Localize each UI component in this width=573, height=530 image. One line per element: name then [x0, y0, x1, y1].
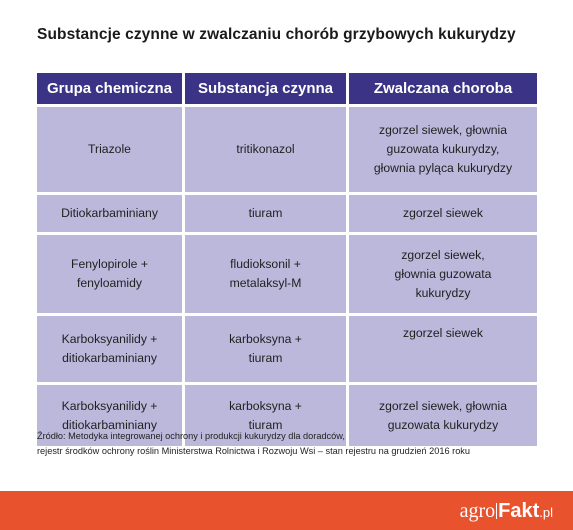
substances-table: [37, 73, 537, 446]
source-note: [37, 429, 470, 458]
cell-group: [37, 232, 182, 313]
cell-text: tritikonazol: [236, 142, 295, 156]
table-row: [37, 232, 537, 313]
cell-text: guzowata kukurydzy: [387, 417, 499, 432]
cell-text: guzowata kukurydzy,: [386, 142, 500, 156]
cell-substance: [182, 232, 346, 313]
cell-text: karboksyna +: [229, 332, 302, 346]
cell-disease: [346, 192, 537, 232]
cell-text: Karboksyanilidy +: [61, 398, 158, 413]
cell-text: tiuram: [248, 206, 283, 220]
logo-fakt-text: Fakt: [498, 500, 540, 522]
table-row: [37, 192, 537, 232]
cell-text: Fenylopirole +: [71, 257, 148, 271]
cell-substance: [182, 313, 346, 382]
table-header-row: [37, 73, 537, 104]
column-header-disease: Zwalczana choroba: [346, 73, 537, 104]
cell-group: [37, 192, 182, 232]
cell-text: zgorzel siewek: [403, 206, 483, 220]
cell-text: głownia pyląca kukurydzy: [373, 161, 513, 175]
cell-text: zgorzel siewek, głownia: [378, 398, 508, 413]
footer-bar: [0, 491, 573, 530]
cell-text: zgorzel siewek, głownia: [378, 123, 508, 137]
source-line: Źródło: Metodyka integrowanej ochrony i produkcji kukurydzy dla doradców,: [37, 431, 345, 441]
cell-group: [37, 313, 182, 382]
agrofakt-logo[interactable]: [460, 500, 553, 523]
cell-text: zgorzel siewek: [403, 326, 483, 340]
cell-text: Triazole: [88, 142, 131, 156]
cell-text: tiuram: [248, 417, 283, 432]
cell-text: fludioksonil +: [230, 257, 301, 271]
column-header-substance: Substancja czynna: [182, 73, 346, 104]
page-title: Substancje czynne w zwalczaniu chorób grzybowych kukurydzy: [37, 26, 516, 43]
cell-disease: [346, 104, 537, 192]
cell-text: kukurydzy: [415, 285, 471, 300]
source-line: rejestr środków ochrony roślin Ministerstwa Rolnictwa i Rozwoju Wsi – stan rejestru na grudzień 2016 roku: [37, 445, 471, 456]
logo-pl-text: .pl: [539, 505, 553, 520]
cell-disease: [346, 313, 537, 382]
cell-text: głownia guzowata: [394, 266, 492, 281]
cell-substance: [182, 104, 346, 192]
cell-text: zgorzel siewek,: [401, 247, 485, 262]
cell-text: metalaksyl-M: [229, 276, 302, 290]
table-row: [37, 313, 537, 382]
cell-text: ditiokarbaminiany: [62, 351, 157, 365]
logo-separator: [496, 503, 497, 519]
column-header-group: Grupa chemiczna: [37, 73, 182, 104]
cell-substance: [182, 192, 346, 232]
cell-text: tiuram: [248, 351, 283, 365]
table-row: [37, 104, 537, 192]
cell-group: [37, 104, 182, 192]
cell-text: Ditiokarbaminiany: [61, 206, 158, 220]
cell-text: ditiokarbaminiany: [62, 417, 157, 432]
cell-text: fenyloamidy: [76, 276, 143, 290]
cell-text: Karboksyanilidy +: [61, 332, 158, 346]
logo-agro-text: agro: [459, 500, 496, 522]
cell-text: karboksyna +: [229, 398, 302, 413]
cell-disease: [346, 232, 537, 313]
